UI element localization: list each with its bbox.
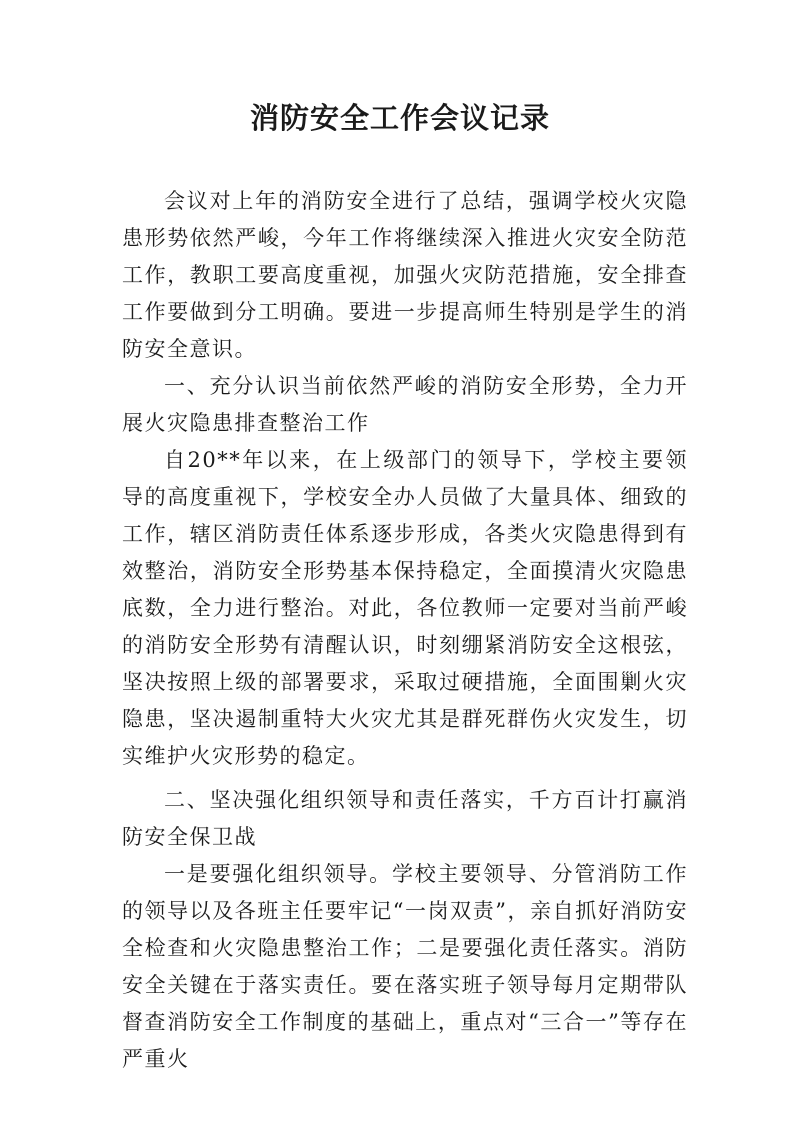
section-heading-2: 二、坚决强化组织领导和责任落实，千方百计打赢消防安全保卫战 bbox=[122, 788, 688, 849]
document-title: 消防安全工作会议记录 bbox=[249, 101, 550, 135]
section-heading-1: 一、充分认识当前依然严峻的消防安全形势，全力开展火灾隐患排查整治工作 bbox=[122, 374, 688, 435]
paragraph-section-1: 自20**年以来，在上级部门的领导下，学校主要领导的高度重视下，学校安全办人员做了大量具体、细致的工作，辖区消防责任体系逐步形成，各类火灾隐患得到有效整治，消防安全形势基本保持稳定，全面摸清火灾隐患底数，全力进行整治。对此，各位教师一定要对当前严峻的消防安全形势有清醒认识，时刻绷紧消防安全这根弦，坚决按照上级的部署要求，采取过硬措施，全面围剿火灾隐患，坚决遏制重特大火灾尤其是群死群伤火灾发生，切实维护火灾形势的稳定。 bbox=[122, 448, 688, 768]
paragraph-section-2: 一是要强化组织领导。学校主要领导、分管消防工作的领导以及各班主任要牢记“一岗双责”，亲自抓好消防安全检查和火灾隐患整治工作；二是要强化责任落实。消防安全关键在于落实责任。要在落实班子领导每月定期带队督查消防安全工作制度的基础上，重点对“三合一”等存在严重火 bbox=[122, 862, 688, 1071]
document-body bbox=[122, 183, 688, 1078]
paragraph-summary: 会议对上年的消防安全进行了总结，强调学校火灾隐患形势依然严峻，今年工作将继续深入推进火灾安全防范工作，教职工要高度重视，加强火灾防范措施，安全排查工作要做到分工明确。要进一步提高师生特别是学生的消防安全意识。 bbox=[122, 189, 688, 361]
